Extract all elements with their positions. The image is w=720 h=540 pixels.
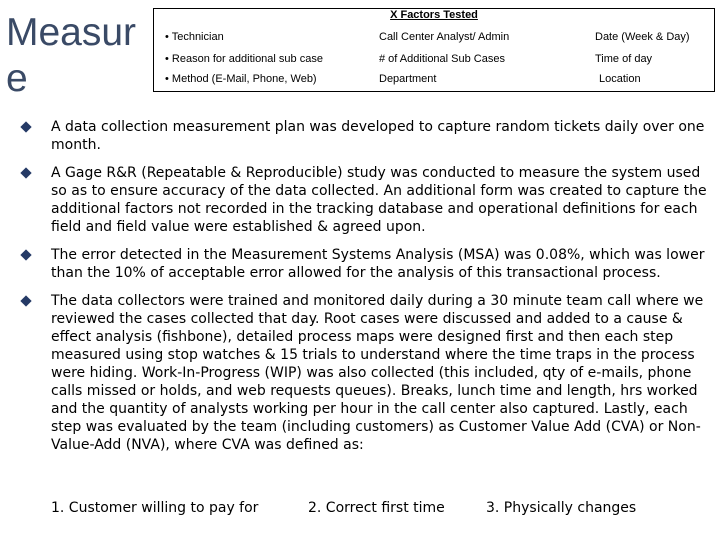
factor-cell: Location [599,73,641,85]
factor-cell: Call Center Analyst/ Admin [379,31,510,43]
diamond-bullet-icon [20,167,31,178]
factor-cell: Time of day [595,53,653,65]
list-item [20,164,710,236]
bullet-list [20,118,710,454]
factor-cell: # of Additional Sub Cases [379,53,505,65]
bullet-text: The error detected in the Measurement Systems Analysis (MSA) was 0.08%, which was lower than the 10% of acceptable error allowed for the analysis of this transactional process. [51,247,705,281]
page-title: Measure [6,11,137,100]
cva-criteria [0,500,720,520]
criterion-item: 2. Correct first time [308,500,445,516]
x-factors-table [153,8,715,92]
diamond-bullet-icon [20,295,31,306]
diamond-bullet-icon [20,249,31,260]
criterion-item: 1. Customer willing to pay for [51,500,259,516]
factor-cell: Department [379,73,437,85]
list-item [20,246,710,282]
criterion-item: 3. Physically changes [486,500,637,516]
factor-cell: • Technician [165,31,224,43]
bullet-text: A Gage R&R (Repeatable & Reproducible) study was conducted to measure the system used so as to ensure accuracy of the data collected. An additional form was created to capture the additional factors not recorded in the tracking database and operational definitions for each field and field value were established & agreed upon. [51,165,707,235]
factor-cell: • Method (E-Mail, Phone, Web) [165,73,317,85]
x-factors-heading: X Factors Tested [390,9,478,21]
bullet-text: The data collectors were trained and monitored daily during a 30 minute team call where we reviewed the cases collected that day. Root cases were discussed and added to a cause & effect analysis (fishbone), detailed process maps were designed first and then each step measured using stop watches & 15 trials to understand where the time traps in the process were hiding. Work-In-Progress (WIP) was also collected (this included, qty of e-mails, phone calls missed or holds, and web requests queues). Breaks, lunch time and length, hrs worked and the quantity of analysts working per hour in the call center also captured. Lastly, each step was evaluated by the team (including customers) as Customer Value Add (CVA) or Non-Value-Add (NVA), where CVA was defined as: [51,293,704,453]
factor-cell: Date (Week & Day) [595,31,690,43]
diamond-bullet-icon [20,121,31,132]
list-item [20,118,710,154]
bullet-text: A data collection measurement plan was developed to capture random tickets daily over one month. [51,119,705,153]
list-item [20,292,710,454]
factor-cell: • Reason for additional sub case [165,53,323,65]
